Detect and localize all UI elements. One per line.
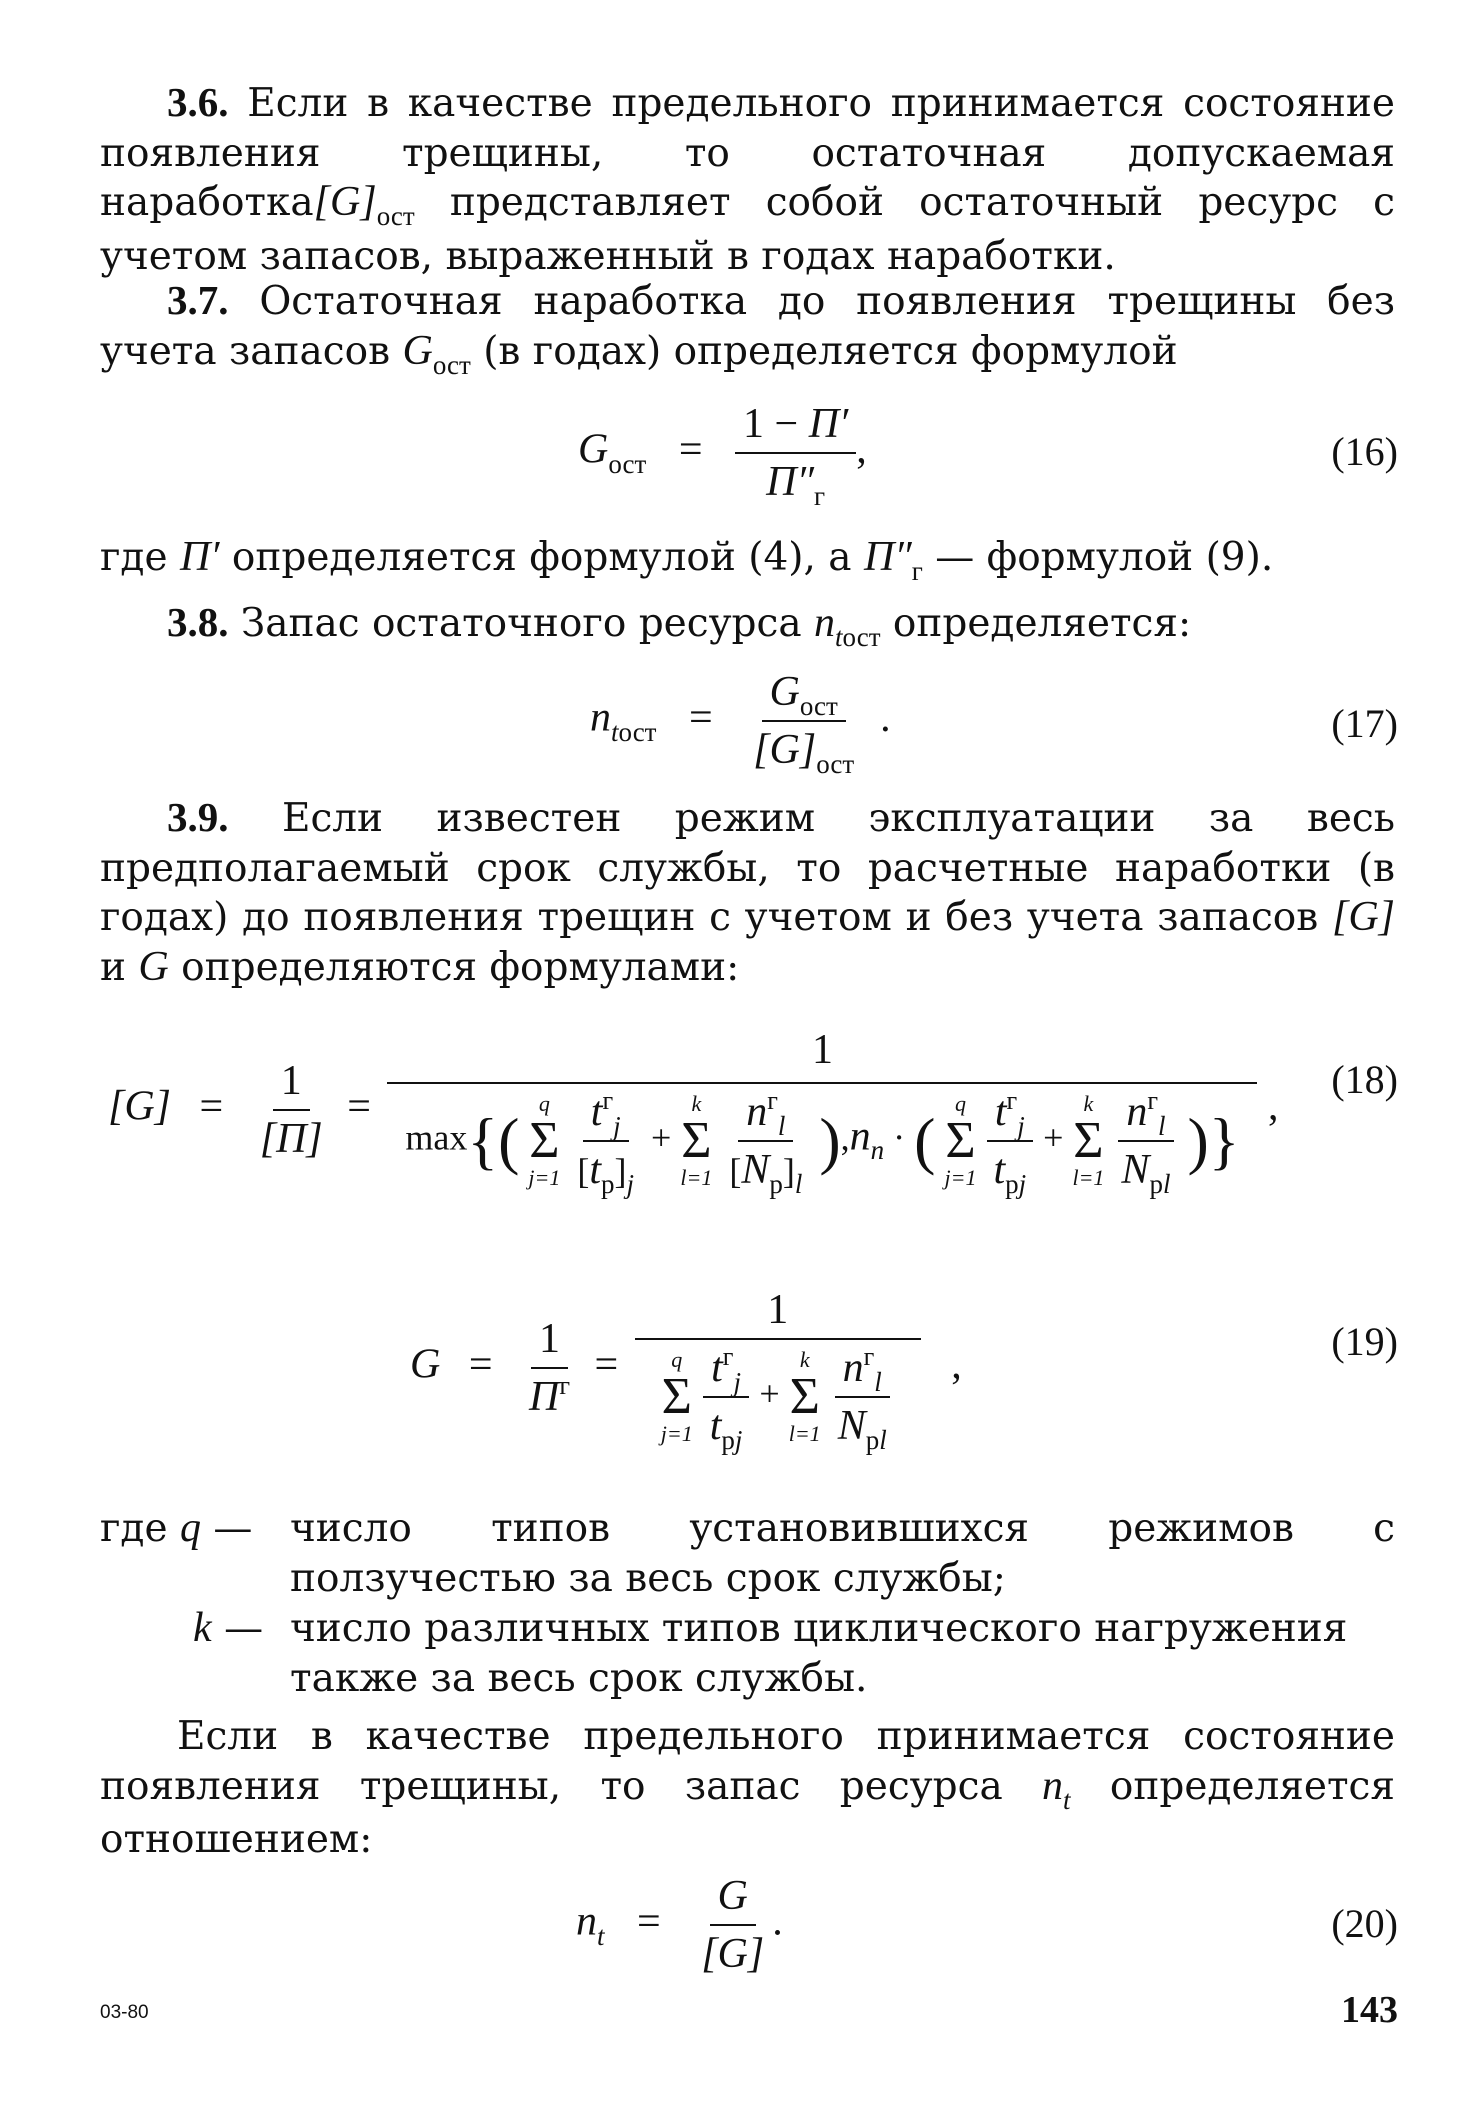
- paragraph-3-9: 3.9. Если известен режим эксплуатации за весь предполагаемый срок службы, то расчетные наработки (в годах) до появления трещин с учетом и без учета запасов [G] и G определяются формулами:: [100, 794, 1395, 990]
- equation-number: (19): [1331, 1319, 1398, 1364]
- equation-number: (16): [1331, 429, 1398, 474]
- page-number: 143: [1341, 1989, 1398, 2031]
- section-number: 3.9.: [167, 794, 229, 840]
- definition-k: число различных типов циклического нагружения также за весь срок службы.: [290, 1606, 1348, 1701]
- footer-code: 03-80: [100, 2002, 149, 2023]
- document-page: 3.6. Если в качестве предельного принимается состояние появления трещины, то остаточная допускаемая $наработка[G]_{ост}$ представляет собой остаточный ресурс с учетом запасов, выраженный в годах наработки. 3.7. Остаточная наработка до появления трещины без учета запасов $G_{ост}$ (в годах) определяется формулой $G_{ост}$ = $\frac{1 - П'}{П''_г}$ , (16) где П′ определяется формулой (4), а $П''_г$ — формулой (9). 3.8. Запас остаточного ресурса $n_{tост}$ определяется: $n_{tост}$ = $\frac{G_{ост}}{[G]_{ост}}$ . (17) 3.9. Если известен режим эксплуатации за весь предполагаемый срок службы, то расчетные наработки (в годах) до появления трещин с учетом и без учета запасов [G] и G определяются формулами: [G] = $\frac{1}{[П]}$ = 1 max{( q Σ j=1 $\frac{t^г_j}{[t_р]_j}$ + k Σ l=1 $\frac{n^г_l}{[N_р]_l}$ )$,n_n$ · ( q Σ j=1 $\frac{t^г_j}{t_{рj}}$ + k Σ l=1 $\frac{n^г_l}{N_{рl}}$ )} , (18) G = $\frac{1}{П^г}$ = 1 q Σ j=1 $\frac{t^г_j}{t_{рj}}$ + k Σ l=1 $\frac{n^г_l}{N_{рl}}$ , (19) где q — число типов установившихся режимов с ползучестью за весь срок службы; k — число различных типов циклического нагружения также за весь срок службы. Если в качестве предельного принимается состояние появления трещины, то запас ресурса $n_t$ определяется отношением: $n_t$ = $\frac{G}{[G]}$ . (20) 03-80 143: [0, 0, 1480, 2108]
- definition-q: число типов установившихся режимов с ползучестью за весь срок службы;: [290, 1506, 1395, 1601]
- equation-number: (18): [1331, 1057, 1398, 1102]
- paragraph-limit-state: Если в качестве предельного принимается состояние появления трещины, то запас ресурса $n_t$ определяется отношением:: [100, 1714, 1395, 1862]
- equation-number: (20): [1331, 1901, 1398, 1946]
- section-number: 3.6.: [167, 79, 229, 125]
- formula-16: $G_{ост}$ = $\frac{1 - П'}{П''_г}$ ,: [578, 401, 867, 511]
- section-number: 3.7.: [167, 277, 229, 323]
- formula-17: $n_{tост}$ = $\frac{G_{ост}}{[G]_{ост}}$ .: [590, 669, 891, 779]
- paragraph-3-6: 3.6. Если в качестве предельного принимается состояние появления трещины, то остаточная допускаемая $наработка[G]_{ост}$ представляет собой остаточный ресурс с учетом запасов, выраженный в годах наработки.: [100, 79, 1395, 279]
- paragraph-3-8: 3.8. Запас остаточного ресурса $n_{tост}$ определяется:: [167, 599, 1192, 652]
- section-number: 3.8.: [167, 599, 229, 645]
- paragraph-where-16: где П′ определяется формулой (4), а $П''_г$ — формулой (9).: [100, 534, 1274, 586]
- equation-number: (17): [1331, 701, 1398, 746]
- formula-19: G = $\frac{1}{П^г}$ = 1 q Σ j=1 $\frac{t^г_j}{t_{рj}}$ + k Σ l=1 $\frac{n^г_l}{N_{рl}}$ ,: [410, 1287, 962, 1455]
- paragraph-3-7: 3.7. Остаточная наработка до появления трещины без учета запасов $G_{ост}$ (в годах) определяется формулой: [100, 277, 1395, 380]
- formula-20: $n_t$ = $\frac{G}{[G]}$ .: [576, 1873, 783, 1977]
- math-G-brackets: [G]: [313, 179, 377, 225]
- formula-18: [G] = $\frac{1}{[П]}$ = 1 max{( q Σ j=1 $\frac{t^г_j}{[t_р]_j}$ + k Σ l=1 $\frac{n^г_l}{[N_р]_l}$ )$,n_n$ · ( q Σ j=1 $\frac{t^г_j}{t_{рj}}$ + k Σ l=1 $\frac{n^г_l}{N_{рl}}$ )} ,: [108, 1027, 1279, 1199]
